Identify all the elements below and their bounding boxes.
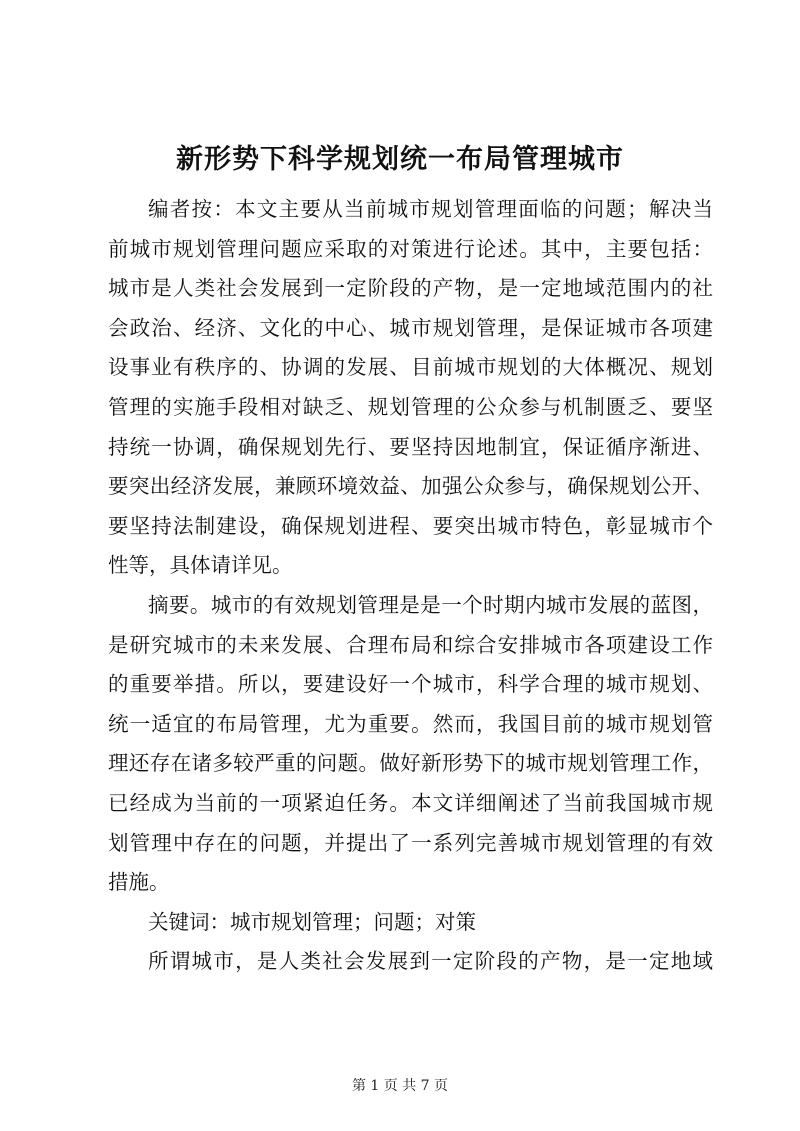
text-line: 要坚持法制建设，确保规划进程、要突出城市特色，彰显城市个 bbox=[108, 513, 713, 538]
page-title: 新形势下科学规划统一布局管理城市 bbox=[176, 144, 624, 175]
text-line: 摘要。城市的有效规划管理是是一个时期内城市发展的蓝图， bbox=[148, 592, 713, 617]
text-line: 管理的实施手段相对缺乏、规划管理的公众参与机制匮乏、要坚 bbox=[108, 394, 713, 419]
text-line: 所谓城市，是人类社会发展到一定阶段的产物，是一定地域 bbox=[148, 949, 713, 974]
body-text bbox=[108, 190, 713, 982]
text-line: 措施。 bbox=[108, 870, 170, 895]
text-line: 编者按：本文主要从当前城市规划管理面临的问题；解决当 bbox=[148, 197, 713, 221]
text-line: 持统一协调，确保规划先行、要坚持因地制宜，保证循序渐进、 bbox=[108, 434, 713, 459]
text-line: 城市是人类社会发展到一定阶段的产物，是一定地域范围内的社 bbox=[108, 276, 713, 301]
text-line: 关键词：城市规划管理；问题；对策 bbox=[148, 909, 476, 934]
text-line: 设事业有秩序的、协调的发展、目前城市规划的大体概况、规划 bbox=[108, 355, 713, 380]
text-line: 性等，具体请详见。 bbox=[108, 553, 293, 578]
text-line: 会政治、经济、文化的中心、城市规划管理，是保证城市各项建 bbox=[108, 315, 713, 340]
text-line: 前城市规划管理问题应采取的对策进行论述。其中，主要包括： bbox=[108, 236, 713, 261]
text-line: 的重要举措。所以，要建设好一个城市，科学合理的城市规划、 bbox=[108, 672, 713, 697]
text-line: 理还存在诸多较严重的问题。做好新形势下的城市规划管理工作， bbox=[108, 751, 713, 776]
text-line: 已经成为当前的一项紧迫任务。本文详细阐述了当前我国城市规 bbox=[108, 790, 713, 815]
text-line: 统一适宜的布局管理，尤为重要。然而，我国目前的城市规划管 bbox=[108, 711, 713, 736]
text-line: 划管理中存在的问题，并提出了一系列完善城市规划管理的有效 bbox=[108, 830, 713, 855]
page-footer: 第 1 页 共 7 页 bbox=[351, 1078, 449, 1094]
text-line: 要突出经济发展，兼顾环境效益、加强公众参与，确保规划公开、 bbox=[108, 474, 713, 499]
text-line: 是研究城市的未来发展、合理布局和综合安排城市各项建设工作 bbox=[108, 632, 713, 657]
